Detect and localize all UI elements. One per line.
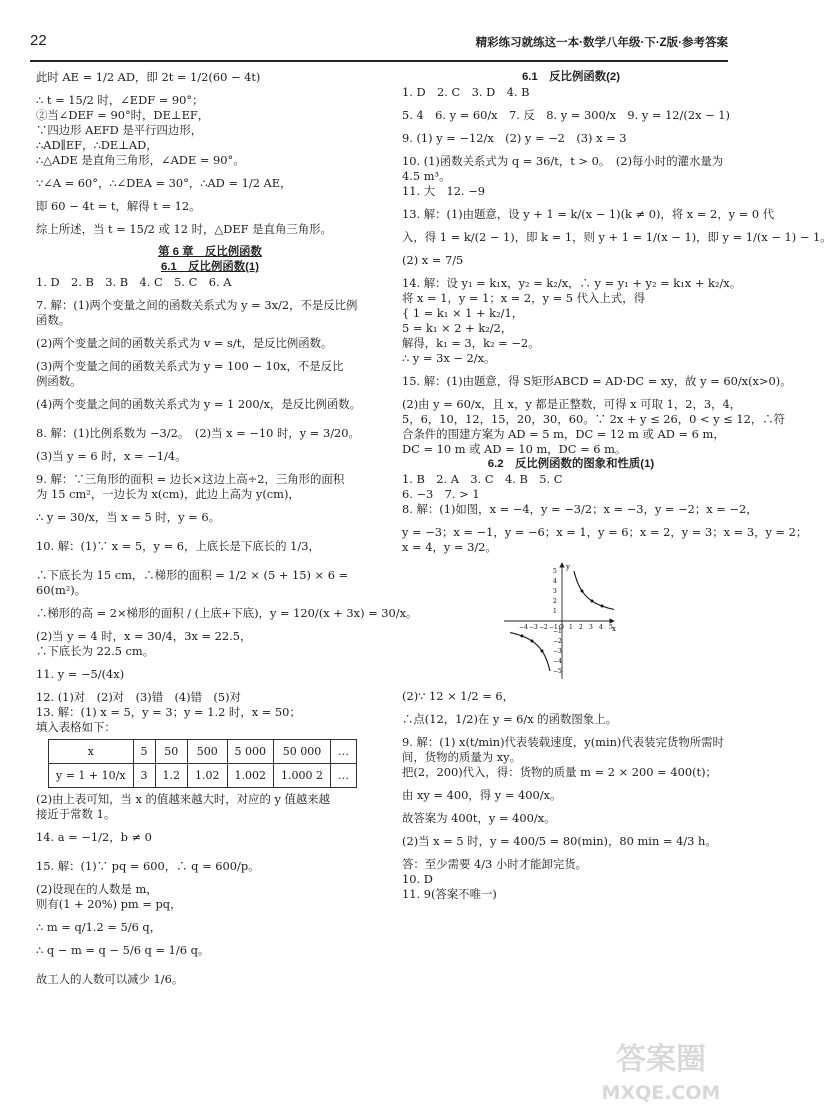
answer-line: 故工人的人数可以减少 1/6。 bbox=[36, 972, 184, 986]
table-cell: 1.2 bbox=[155, 764, 188, 788]
graph-point bbox=[531, 640, 534, 643]
answer-line: (2)当 y = 4 时，x = 30/4，3x = 22.5， bbox=[36, 629, 252, 643]
answer-line: ∴△ADE 是直角三角形，∠ADE = 90°。 bbox=[36, 153, 245, 167]
table-row bbox=[49, 740, 357, 764]
y-tick-label: −2 bbox=[553, 638, 562, 645]
answer-line: 15. 解：(1)∵ pq = 600，∴ q = 600/p。 bbox=[36, 859, 260, 873]
answer-line: 综上所述，当 t = 15/2 或 12 时，△DEF 是直角三角形。 bbox=[36, 222, 332, 236]
answer-line: 11. 9(答案不唯一) bbox=[402, 887, 497, 901]
answer-line: 13. 解：(1) x = 5，y = 3；y = 1.2 时，x = 50； bbox=[36, 705, 301, 719]
answer-line: 7. 解：(1)两个变量之间的函数关系式为 y = 3x/2，不是反比例 bbox=[36, 298, 358, 312]
answer-line: 答：至少需要 4/3 小时才能卸完货。 bbox=[402, 857, 588, 871]
answer-line: (2)∵ 12 × 1/2 = 6， bbox=[402, 689, 515, 703]
y-axis-label: y bbox=[566, 563, 570, 571]
table-cell: 1.000 2 bbox=[274, 764, 331, 788]
table-cell: 1.002 bbox=[227, 764, 274, 788]
answer-line: 10. 解：(1)∵ x = 5，y = 6，上底长是下底长的 1/3， bbox=[36, 539, 320, 553]
graph-point bbox=[521, 635, 524, 638]
x-tick-label: O bbox=[559, 624, 564, 631]
x-tick-label: 2 bbox=[579, 624, 583, 631]
section-heading: 6.2 反比例函数的图象和性质(1) bbox=[487, 458, 655, 470]
answer-line: 6. −3 7. > 1 bbox=[402, 487, 480, 501]
watermark-text: 答案圈 bbox=[616, 1042, 706, 1077]
x-tick-label: −4 bbox=[519, 624, 528, 631]
book-title: 精彩练习就练这一本·数学八年级·下·Z版·参考答案 bbox=[475, 37, 728, 49]
y-tick-label: 1 bbox=[553, 608, 557, 615]
watermark-url: MXQE.COM bbox=[601, 1082, 721, 1104]
answer-line: 则有(1 + 20%) pm = pq， bbox=[36, 897, 182, 911]
answer-line: 10. D bbox=[402, 872, 433, 886]
answer-line: ∴点(12，1/2)在 y = 6/x 的函数图象上。 bbox=[402, 712, 617, 726]
answer-line: ∴下底长为 22.5 cm。 bbox=[36, 644, 155, 658]
table-cell: 3 bbox=[133, 764, 155, 788]
answer-line: 1. B 2. A 3. C 4. B 5. C bbox=[402, 472, 563, 486]
answer-line: 9. (1) y = −12/x (2) y = −2 (3) x = 3 bbox=[402, 131, 627, 145]
x-tick-label: 3 bbox=[589, 624, 593, 631]
answer-line: (3)两个变量之间的函数关系式为 y = 100 − 10x，不是反比 bbox=[36, 359, 344, 373]
answer-line: 合条件的围建方案为 AD = 5 m，DC = 12 m 或 AD = 6 m， bbox=[402, 427, 725, 441]
answer-line: 例函数。 bbox=[36, 374, 82, 388]
answer-line: 4.5 m³。 bbox=[402, 169, 451, 183]
answer-line: 8. 解：(1)比例系数为 −3/2。 (2)当 x = −10 时，y = 3/20。 bbox=[36, 426, 360, 440]
answer-line: ∴ q − m = q − 5/6 q = 1/6 q。 bbox=[36, 943, 210, 957]
answer-line: 把(2，200)代入，得：货物的质量 m = 2 × 200 = 400(t)； bbox=[402, 765, 717, 779]
answer-line: { 1 = k₁ × 1 + k₂/1， bbox=[402, 306, 524, 320]
table-cell: 500 bbox=[188, 740, 228, 764]
answer-line: 解得，k₁ = 3，k₂ = −2。 bbox=[402, 336, 540, 350]
y-tick-label: −5 bbox=[553, 668, 562, 675]
table-cell: 5 000 bbox=[227, 740, 274, 764]
graph-point bbox=[591, 600, 594, 603]
x-tick-label: −1 bbox=[549, 624, 558, 631]
y-tick-label: −1 bbox=[553, 628, 562, 635]
answer-line: ∵∠A = 60°，∴∠DEA = 30°，∴AD = 1/2 AE， bbox=[36, 176, 292, 190]
answer-line: 间，货物的质量为 xy。 bbox=[402, 750, 521, 764]
answer-line: (2)由 y = 60/x，且 x，y 都是正整数，可得 x 可取 1，2，3，4， bbox=[402, 397, 742, 411]
answer-line: ∴ t = 15/2 时，∠EDF = 90°； bbox=[36, 93, 204, 107]
y-tick-label: 2 bbox=[553, 598, 557, 605]
answer-line: 14. a = −1/2，b ≠ 0 bbox=[36, 830, 152, 844]
answer-line: (2)由上表可知，当 x 的值越来越大时，对应的 y 值越来越 bbox=[36, 792, 331, 806]
answer-line: 5 = k₁ × 2 + k₂/2， bbox=[402, 321, 513, 335]
answer-line: y = −3；x = −1，y = −6；x = 1，y = 6；x = 2，y = 3；x = 3，y = 2； bbox=[402, 525, 808, 539]
answer-line: 此时 AE = 1/2 AD，即 2t = 1/2(60 − 4t) bbox=[36, 70, 261, 84]
answer-line: (4)两个变量之间的函数关系式为 y = 1 200/x，是反比例函数。 bbox=[36, 397, 362, 411]
answer-line: (2) x = 7/5 bbox=[402, 253, 464, 267]
section-heading: 6.1 反比例函数(1) bbox=[160, 261, 260, 273]
answer-line: 1. D 2. C 3. D 4. B bbox=[402, 85, 530, 99]
y-tick-label: 4 bbox=[553, 578, 557, 585]
x-axis-label: x bbox=[612, 625, 616, 633]
answer-line: (3)当 y = 6 时，x = −1/4。 bbox=[36, 449, 187, 463]
answer-line: ∴ m = q/1.2 = 5/6 q， bbox=[36, 920, 162, 934]
watermark-logo bbox=[586, 1029, 736, 1109]
graph-point bbox=[601, 605, 604, 608]
answer-line: 填入表格如下： bbox=[36, 720, 116, 734]
answer-line: 11. 大 12. −9 bbox=[402, 184, 486, 198]
table-row bbox=[49, 764, 357, 788]
answer-line: 5，6，10，12，15，20，30，60。∵ 2x + y ≤ 26，0 < y ≤ 12，∴符 bbox=[402, 412, 786, 426]
answer-line: ∴ y = 30/x，当 x = 5 时，y = 6。 bbox=[36, 510, 220, 524]
answer-line: ∴ y = 3x − 2/x。 bbox=[402, 351, 496, 365]
y-tick-label: 3 bbox=[553, 588, 557, 595]
x-tick-label: −2 bbox=[539, 624, 548, 631]
answer-line: 8. 解：(1)如图，x = −4，y = −3/2；x = −3，y = −2；x = −2， bbox=[402, 502, 758, 516]
graph-point bbox=[581, 590, 584, 593]
right-column bbox=[402, 70, 832, 902]
answer-line: ∴下底长为 15 cm，∴梯形的面积 = 1/2 × (5 + 15) × 6 = bbox=[36, 568, 349, 582]
table-cell: 1.02 bbox=[188, 764, 228, 788]
answer-line: 10. (1)函数关系式为 q = 36/t，t > 0。 (2)每小时的灌水量为 bbox=[402, 154, 724, 168]
answer-line: 入，得 1 = k/(2 − 1)，即 k = 1，则 y + 1 = 1/(x − 1)，即 y = 1/(x − 1) − 1。 bbox=[402, 230, 832, 244]
answer-line: 故答案为 400t，y = 400/x。 bbox=[402, 811, 556, 825]
answer-line: 为 15 cm²，一边长为 x(cm)，此边上高为 y(cm)， bbox=[36, 487, 300, 501]
answer-line: 由 xy = 400，得 y = 400/x。 bbox=[402, 788, 562, 802]
y-tick-label: −3 bbox=[553, 648, 562, 655]
table-cell: x bbox=[49, 740, 134, 764]
answer-line: 函数。 bbox=[36, 313, 71, 327]
page-header bbox=[30, 26, 728, 62]
answer-line: ∵四边形 AEFD 是平行四边形， bbox=[36, 123, 203, 137]
chapter-heading: 第 6 章 反比例函数 bbox=[158, 246, 262, 258]
table-cell: 50 bbox=[155, 740, 188, 764]
table-cell: 5 bbox=[133, 740, 155, 764]
hyperbola-branch-negative bbox=[510, 633, 550, 672]
section-heading: 6.1 反比例函数(2) bbox=[521, 71, 621, 83]
answer-line: 接近于常数 1。 bbox=[36, 807, 116, 821]
answer-line: (2)两个变量之间的函数关系式为 v = s/t，是反比例函数。 bbox=[36, 336, 333, 350]
table-cell: 50 000 bbox=[274, 740, 331, 764]
table-cell: y = 1 + 10/x bbox=[49, 764, 134, 788]
answer-line: 9. 解：∵三角形的面积 = 边长×这边上高÷2，三角形的面积 bbox=[36, 472, 345, 486]
answer-line: x = 4，y = 3/2。 bbox=[402, 540, 497, 554]
answer-line: 13. 解：(1)由题意，设 y + 1 = k/(x − 1)(k ≠ 0)，将 x = 2，y = 0 代 bbox=[402, 207, 775, 221]
page-number: 22 bbox=[30, 32, 47, 49]
answer-line: 9. 解：(1) x(t/min)代表装载速度，y(min)代表装完货物所需时 bbox=[402, 735, 724, 749]
hyperbola-graph bbox=[502, 561, 617, 681]
hyperbola-branch-positive bbox=[574, 571, 614, 610]
answer-line: 将 x = 1，y = 1；x = 2，y = 5 代入上式，得 bbox=[402, 291, 645, 305]
answer-line: ∴梯形的高 = 2×梯形的面积 / (上底+下底)，y = 120/(x + 3x) = 30/x。 bbox=[36, 606, 418, 620]
x-tick-label: 1 bbox=[569, 624, 573, 631]
answer-line: 1. D 2. B 3. B 4. C 5. C 6. A bbox=[36, 275, 232, 289]
answer-line: 60(m²)。 bbox=[36, 583, 87, 597]
answer-line: 12. (1)对 (2)对 (3)错 (4)错 (5)对 bbox=[36, 690, 241, 704]
answer-line: ∴AD∥EF，∴DE⊥AD， bbox=[36, 138, 158, 152]
x-tick-label: −3 bbox=[529, 624, 538, 631]
y-tick-label: −4 bbox=[553, 658, 562, 665]
answer-line: 即 60 − 4t = t，解得 t = 12。 bbox=[36, 199, 201, 213]
table-cell: … bbox=[331, 764, 357, 788]
answer-line: 14. 解：设 y₁ = k₁x，y₂ = k₂/x，∴ y = y₁ + y₂ = k₁x + k₂/x。 bbox=[402, 276, 742, 290]
answer-table bbox=[48, 739, 357, 788]
y-tick-label: 5 bbox=[553, 568, 557, 575]
answer-line: (2)当 x = 5 时，y = 400/5 = 80(min)，80 min = 4/3 h。 bbox=[402, 834, 717, 848]
answer-line: 15. 解：(1)由题意，得 S矩形ABCD = AD·DC = xy，故 y = 60/x(x>0)。 bbox=[402, 374, 792, 388]
answer-line: 11. y = −5/(4x) bbox=[36, 667, 125, 681]
answer-line: ②当∠DEF = 90°时，DE⊥EF， bbox=[36, 108, 210, 122]
answer-line: (2)设现在的人数是 m， bbox=[36, 882, 158, 896]
answer-line: DC = 10 m 或 AD = 10 m，DC = 6 m。 bbox=[402, 442, 627, 456]
x-tick-label: 4 bbox=[599, 624, 603, 631]
table-cell: … bbox=[331, 740, 357, 764]
answer-line: 5. 4 6. y = 60/x 7. 反 8. y = 300/x 9. y = 12/(2x − 1) bbox=[402, 108, 730, 122]
graph-point bbox=[541, 650, 544, 653]
x-tick-label: 5 bbox=[609, 624, 613, 631]
